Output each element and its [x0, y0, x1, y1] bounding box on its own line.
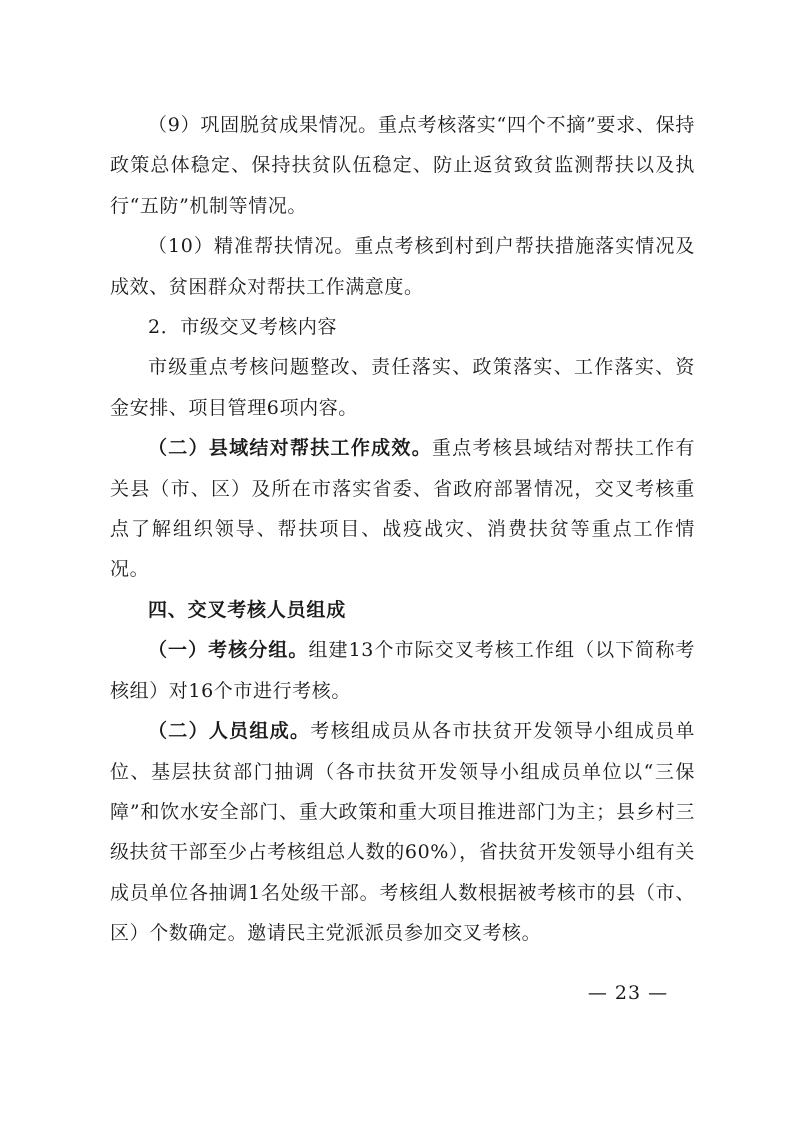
paragraph-lead: （一）考核分组。 [148, 639, 309, 662]
section-heading-personnel [110, 590, 695, 630]
paragraph-item-9 [110, 105, 695, 226]
section-heading-text: 四、交叉考核人员组成 [148, 598, 347, 621]
subsection-heading-city-content [110, 307, 695, 347]
paragraph-personnel-composition [110, 711, 695, 953]
paragraph-county-pairing [110, 428, 695, 590]
paragraph-city-content [110, 347, 695, 428]
paragraph-text: 市级重点考核问题整改、责任落实、政策落实、工作落实、资金安排、项目管理6项内容。 [110, 356, 695, 419]
document-body [110, 105, 695, 954]
paragraph-grouping [110, 630, 695, 711]
paragraph-text: 考核组成员从各市扶贫开发领导小组成员单位、基层扶贫部门抽调（各市扶贫开发领导小组成员单位以“三保障”和饮水安全部门、重大政策和重大项目推进部门为主；县乡村三级扶贫干部至少占考核组总人数的60%），省扶贫开发领导小组有关成员单位各抽调1名处级干部。考核组人数根据被考核市的县（市、区）个数确定。邀请民主党派派员参加交叉考核。 [110, 720, 695, 945]
paragraph-text: 2．市级交叉考核内容 [148, 316, 338, 339]
paragraph-lead: （二）人员组成。 [148, 720, 311, 743]
page-number: — 23 — [587, 982, 669, 1004]
paragraph-lead: （二）县域结对帮扶工作成效。 [148, 437, 432, 460]
paragraph-text: （9）巩固脱贫成果情况。重点考核落实“四个不摘”要求、保持政策总体稳定、保持扶贫队伍稳定、防止返贫致贫监测帮扶以及执行“五防”机制等情况。 [110, 114, 695, 217]
paragraph-text: 重点考核县域结对帮扶工作有关县（市、区）及所在市落实省委、省政府部署情况，交叉考核重点了解组织领导、帮扶项目、战疫战灾、消费扶贫等重点工作情况。 [110, 437, 695, 581]
paragraph-item-10 [110, 226, 695, 307]
paragraph-text: 组建13个市际交叉考核工作组（以下简称考核组）对16个市进行考核。 [110, 639, 695, 702]
paragraph-text: （10）精准帮扶情况。重点考核到村到户帮扶措施落实情况及成效、贫困群众对帮扶工作满意度。 [110, 235, 695, 298]
